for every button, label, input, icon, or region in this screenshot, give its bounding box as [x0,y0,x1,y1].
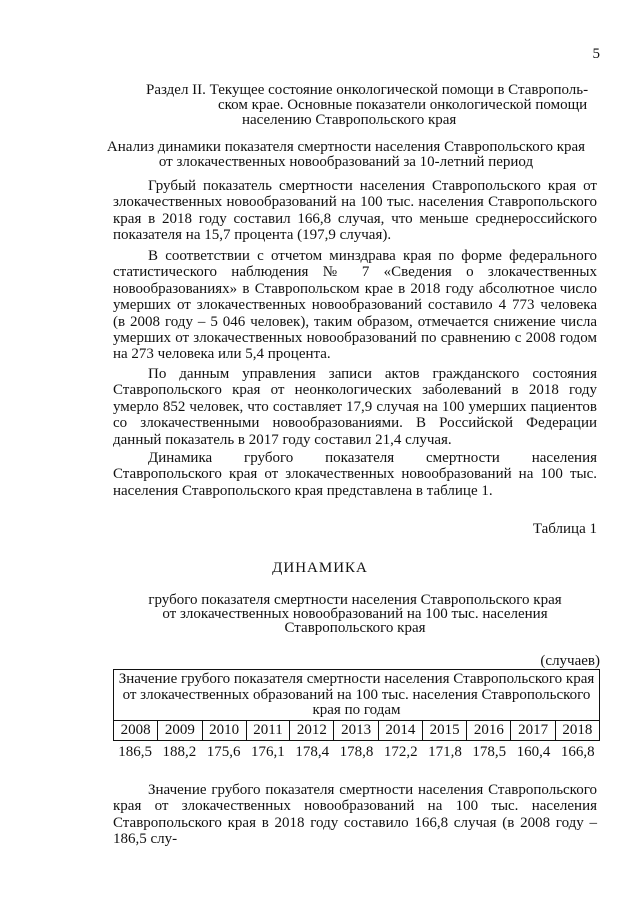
year-cell: 2012 [290,720,334,740]
dynamics-subtitle-line-3: Ставропольского края [284,620,426,636]
section-title-line-2: ском крае. Основные показатели онкологической помощи [218,97,588,113]
value-cell: 166,8 [560,744,595,760]
year-cell: 2015 [422,720,466,740]
value-cell: 178,5 [472,744,507,760]
table-years-row [114,720,600,740]
dynamics-subtitle [113,593,597,635]
year-cell: 2008 [114,720,158,740]
paragraph-3-block [113,366,597,448]
year-cell: 2017 [511,720,555,740]
table-values-row [113,744,600,761]
year-cell: 2010 [202,720,246,740]
year-cell: 2013 [334,720,378,740]
dynamics-subtitle-line-2: от злокачественных новообразований на 100 тыс. населения [162,606,548,622]
value-cell: 171,8 [428,744,462,760]
paragraph-4-block [113,450,597,499]
value-cell: 160,4 [516,744,551,760]
table-header-row [114,670,600,721]
year-cell: 2018 [555,720,599,740]
year-cell: 2009 [158,720,202,740]
value-cell: 178,4 [295,744,330,760]
table-header-cell: Значение грубого показателя смертности населения Ставропольского края от злокачественных образований на 100 тыс. населения Ставропольского края по годам [114,670,600,721]
page-number: 5 [592,46,600,62]
dynamics-subtitle-line-1: грубого показателя смертности населения Ставропольского края [148,592,562,608]
section-title [146,83,602,128]
paragraph-5: Значение грубого показателя смертности населения Ставропольского края от злокачественных новообразований на 100 тыс. населения Ставропольского края в 2018 году составило 166,8 случая (в 2008 году – 186,5 слу- [113,782,597,848]
year-cell: 2016 [467,720,511,740]
paragraph-1-block [113,178,597,244]
year-cell: 2014 [378,720,422,740]
paragraph-1: Грубый показатель смертности населения Ставропольского края от злокачественных новообразований на 100 тыс. населения Ставропольского края в 2018 году составил 166,8 случая, что меньше среднероссийского показателя на 15,7 процента (197,9 случая). [113,178,597,244]
paragraph-4: Динамика грубого показателя смертности населения Ставропольского края от злокачественных новообразований на 100 тыс. населения Ставропольского края представлена в таблице 1. [113,450,597,499]
analysis-title-line-1: Анализ динамики показателя смертности населения Ставропольского края [106,139,586,155]
paragraph-3: По данным управления записи актов гражданского состояния Ставропольского края от неонкологических заболеваний в 2018 году умерло 852 человек, что составляет 17,9 случая на 100 умерших пациентов со злокачественными новообразованиями. В Российской Федерации данный показатель в 2017 году составил 21,4 случая. [113,366,597,448]
table-label: Таблица 1 [532,521,597,537]
dynamics-title: ДИНАМИКА [272,560,368,576]
mortality-table [113,669,600,741]
paragraph-2: В соответствии с отчетом минздрава края по форме федерального статистического наблюдения № 7 «Сведения о злокачественных новообразованиях» в Ставропольском крае в 2018 году абсолютное число умерших от злокачественных новообразований составило 4 773 человека (в 2008 году – 5 046 человек), таким образом, отмечается снижение числа умерших от злокачественных новообразований по сравнению с 2008 годом на 273 человека или 5,4 процента. [113,248,597,363]
analysis-title-line-2: от злокачественных новообразований за 10-летний период [158,154,534,170]
value-cell: 175,6 [206,744,241,760]
analysis-title [96,140,596,170]
year-cell: 2011 [246,720,289,740]
value-cell: 172,2 [383,744,418,760]
value-cell: 176,1 [251,744,285,760]
value-cell: 186,5 [118,744,152,760]
section-title-line-3: населению Ставропольского края [242,112,457,128]
unit-label: (случаев) [540,653,600,669]
paragraph-5-block [113,782,597,848]
value-cell: 188,2 [162,744,197,760]
paragraph-2-block [113,248,597,363]
section-title-line-1: Раздел II. Текущее состояние онкологической помощи в Ставрополь- [146,82,589,98]
value-cell: 178,8 [339,744,374,760]
